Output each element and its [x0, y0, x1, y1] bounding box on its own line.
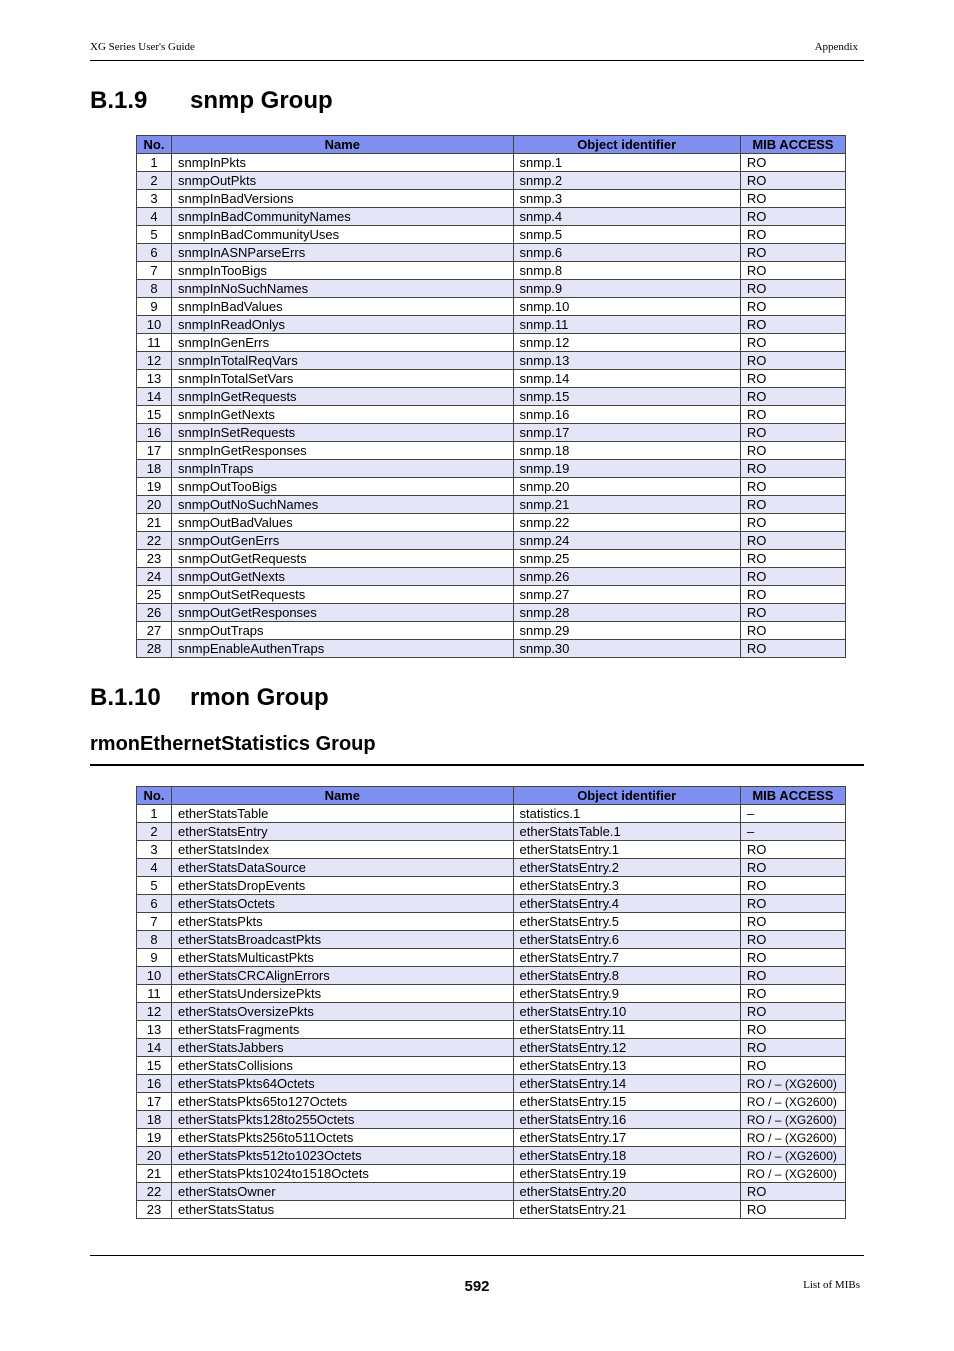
cell-name: etherStatsDataSource	[172, 859, 513, 877]
table-header-row	[137, 787, 846, 805]
cell-no: 9	[137, 298, 172, 316]
cell-name: snmpInGenErrs	[172, 334, 513, 352]
cell-name: etherStatsUndersizePkts	[172, 985, 513, 1003]
cell-object-identifier: snmp.22	[513, 514, 740, 532]
table-row	[137, 532, 846, 550]
cell-object-identifier: snmp.12	[513, 334, 740, 352]
cell-object-identifier: etherStatsEntry.13	[513, 1057, 740, 1075]
cell-object-identifier: etherStatsEntry.2	[513, 859, 740, 877]
cell-object-identifier: snmp.6	[513, 244, 740, 262]
cell-name: etherStatsCRCAlignErrors	[172, 967, 513, 985]
table-row	[137, 334, 846, 352]
cell-object-identifier: etherStatsEntry.18	[513, 1147, 740, 1165]
cell-mib-access: RO / – (XG2600)	[740, 1093, 845, 1111]
cell-mib-access: RO	[740, 1183, 845, 1201]
cell-mib-access: RO / – (XG2600)	[740, 1147, 845, 1165]
cell-object-identifier: snmp.20	[513, 478, 740, 496]
header-section-label: Appendix	[814, 41, 858, 53]
cell-mib-access: RO / – (XG2600)	[740, 1075, 845, 1093]
cell-name: snmpInTotalReqVars	[172, 352, 513, 370]
cell-no: 26	[137, 604, 172, 622]
table-row	[137, 823, 846, 841]
cell-name: snmpInGetResponses	[172, 442, 513, 460]
cell-name: snmpOutSetRequests	[172, 586, 513, 604]
table-row	[137, 1093, 846, 1111]
cell-mib-access: RO	[740, 895, 845, 913]
cell-object-identifier: statistics.1	[513, 805, 740, 823]
cell-object-identifier: snmp.13	[513, 352, 740, 370]
cell-name: snmpOutNoSuchNames	[172, 496, 513, 514]
cell-mib-access: RO	[740, 931, 845, 949]
subsection-rule	[90, 764, 864, 766]
cell-no: 11	[137, 334, 172, 352]
cell-mib-access: RO / – (XG2600)	[740, 1111, 845, 1129]
cell-object-identifier: snmp.17	[513, 424, 740, 442]
cell-object-identifier: snmp.27	[513, 586, 740, 604]
cell-mib-access: RO	[740, 1201, 845, 1219]
cell-no: 23	[137, 1201, 172, 1219]
cell-name: etherStatsPkts	[172, 913, 513, 931]
cell-object-identifier: etherStatsEntry.3	[513, 877, 740, 895]
cell-name: etherStatsEntry	[172, 823, 513, 841]
cell-object-identifier: snmp.2	[513, 172, 740, 190]
cell-mib-access: RO	[740, 550, 845, 568]
cell-object-identifier: snmp.29	[513, 622, 740, 640]
snmp-group-table	[136, 135, 846, 658]
cell-name: snmpInBadVersions	[172, 190, 513, 208]
table-row	[137, 1111, 846, 1129]
table-row	[137, 244, 846, 262]
column-header-no: No.	[137, 787, 172, 805]
cell-no: 25	[137, 586, 172, 604]
cell-no: 19	[137, 1129, 172, 1147]
cell-object-identifier: etherStatsEntry.21	[513, 1201, 740, 1219]
cell-name: etherStatsCollisions	[172, 1057, 513, 1075]
cell-no: 14	[137, 388, 172, 406]
cell-no: 15	[137, 406, 172, 424]
cell-name: snmpInBadCommunityNames	[172, 208, 513, 226]
cell-object-identifier: etherStatsEntry.14	[513, 1075, 740, 1093]
cell-mib-access: RO	[740, 1003, 845, 1021]
table-row	[137, 190, 846, 208]
cell-mib-access: RO	[740, 859, 845, 877]
table-row	[137, 805, 846, 823]
table-row	[137, 208, 846, 226]
cell-name: etherStatsDropEvents	[172, 877, 513, 895]
cell-mib-access: RO	[740, 172, 845, 190]
cell-no: 16	[137, 424, 172, 442]
cell-name: snmpInReadOnlys	[172, 316, 513, 334]
cell-mib-access: RO	[740, 496, 845, 514]
table-row	[137, 1183, 846, 1201]
cell-no: 7	[137, 262, 172, 280]
cell-no: 24	[137, 568, 172, 586]
cell-no: 3	[137, 190, 172, 208]
cell-no: 22	[137, 1183, 172, 1201]
cell-no: 7	[137, 913, 172, 931]
cell-name: etherStatsPkts128to255Octets	[172, 1111, 513, 1129]
cell-no: 3	[137, 841, 172, 859]
cell-mib-access: RO	[740, 622, 845, 640]
cell-mib-access: RO	[740, 244, 845, 262]
column-header-mib-access: MIB ACCESS	[740, 787, 845, 805]
cell-object-identifier: snmp.9	[513, 280, 740, 298]
cell-no: 2	[137, 172, 172, 190]
cell-mib-access: RO	[740, 913, 845, 931]
table-row	[137, 604, 846, 622]
column-header-name: Name	[172, 136, 513, 154]
cell-object-identifier: etherStatsEntry.16	[513, 1111, 740, 1129]
cell-name: etherStatsPkts64Octets	[172, 1075, 513, 1093]
section-heading-rmon	[90, 684, 329, 712]
table-row	[137, 640, 846, 658]
cell-mib-access: RO	[740, 1039, 845, 1057]
table-row	[137, 514, 846, 532]
cell-name: etherStatsBroadcastPkts	[172, 931, 513, 949]
cell-object-identifier: snmp.26	[513, 568, 740, 586]
table-row	[137, 262, 846, 280]
table-row	[137, 460, 846, 478]
cell-mib-access: RO	[740, 190, 845, 208]
cell-name: etherStatsPkts1024to1518Octets	[172, 1165, 513, 1183]
cell-name: snmpInNoSuchNames	[172, 280, 513, 298]
cell-object-identifier: etherStatsEntry.9	[513, 985, 740, 1003]
cell-mib-access: RO	[740, 316, 845, 334]
cell-name: snmpOutTooBigs	[172, 478, 513, 496]
section-title: snmp Group	[190, 87, 333, 114]
cell-name: snmpEnableAuthenTraps	[172, 640, 513, 658]
cell-name: snmpInBadCommunityUses	[172, 226, 513, 244]
table-row	[137, 298, 846, 316]
cell-no: 21	[137, 1165, 172, 1183]
cell-mib-access: RO	[740, 262, 845, 280]
cell-name: snmpOutBadValues	[172, 514, 513, 532]
table-row	[137, 316, 846, 334]
cell-name: etherStatsStatus	[172, 1201, 513, 1219]
cell-name: etherStatsOctets	[172, 895, 513, 913]
cell-object-identifier: snmp.28	[513, 604, 740, 622]
table-row	[137, 895, 846, 913]
column-header-object-identifier: Object identifier	[513, 136, 740, 154]
cell-no: 19	[137, 478, 172, 496]
table-row	[137, 424, 846, 442]
table-row	[137, 913, 846, 931]
table-row	[137, 859, 846, 877]
cell-no: 14	[137, 1039, 172, 1057]
cell-name: etherStatsPkts512to1023Octets	[172, 1147, 513, 1165]
cell-no: 11	[137, 985, 172, 1003]
cell-object-identifier: snmp.30	[513, 640, 740, 658]
section-number: B.1.9	[90, 87, 148, 114]
cell-mib-access: RO	[740, 532, 845, 550]
cell-mib-access: RO	[740, 208, 845, 226]
header-guide-title: XG Series User's Guide	[90, 41, 195, 53]
cell-no: 23	[137, 550, 172, 568]
cell-no: 12	[137, 352, 172, 370]
footer-section-label: List of MIBs	[803, 1279, 860, 1291]
cell-mib-access: RO	[740, 370, 845, 388]
cell-no: 18	[137, 1111, 172, 1129]
table-row	[137, 1021, 846, 1039]
cell-no: 15	[137, 1057, 172, 1075]
table-row	[137, 388, 846, 406]
cell-object-identifier: etherStatsEntry.19	[513, 1165, 740, 1183]
cell-no: 20	[137, 496, 172, 514]
cell-mib-access: RO	[740, 424, 845, 442]
cell-name: etherStatsOversizePkts	[172, 1003, 513, 1021]
cell-no: 8	[137, 280, 172, 298]
column-header-mib-access: MIB ACCESS	[740, 136, 845, 154]
cell-object-identifier: etherStatsEntry.1	[513, 841, 740, 859]
cell-name: snmpInTotalSetVars	[172, 370, 513, 388]
cell-no: 4	[137, 859, 172, 877]
table-row	[137, 1147, 846, 1165]
table-row	[137, 622, 846, 640]
table-row	[137, 568, 846, 586]
cell-object-identifier: snmp.19	[513, 460, 740, 478]
cell-no: 18	[137, 460, 172, 478]
cell-no: 6	[137, 895, 172, 913]
cell-object-identifier: snmp.18	[513, 442, 740, 460]
table-row	[137, 172, 846, 190]
cell-mib-access: RO	[740, 334, 845, 352]
cell-object-identifier: etherStatsEntry.7	[513, 949, 740, 967]
cell-object-identifier: snmp.16	[513, 406, 740, 424]
cell-mib-access: RO / – (XG2600)	[740, 1165, 845, 1183]
cell-name: snmpInTooBigs	[172, 262, 513, 280]
cell-name: snmpOutGetNexts	[172, 568, 513, 586]
cell-name: etherStatsJabbers	[172, 1039, 513, 1057]
cell-mib-access: RO	[740, 568, 845, 586]
cell-name: snmpInTraps	[172, 460, 513, 478]
cell-mib-access: –	[740, 805, 845, 823]
cell-object-identifier: etherStatsTable.1	[513, 823, 740, 841]
cell-name: snmpInASNParseErrs	[172, 244, 513, 262]
table-row	[137, 877, 846, 895]
table-row	[137, 586, 846, 604]
table-row	[137, 370, 846, 388]
cell-mib-access: –	[740, 823, 845, 841]
table-row	[137, 550, 846, 568]
table-row	[137, 442, 846, 460]
cell-object-identifier: snmp.5	[513, 226, 740, 244]
cell-object-identifier: etherStatsEntry.12	[513, 1039, 740, 1057]
cell-no: 1	[137, 805, 172, 823]
section-number: B.1.10	[90, 684, 161, 711]
cell-name: snmpInBadValues	[172, 298, 513, 316]
cell-object-identifier: etherStatsEntry.15	[513, 1093, 740, 1111]
table-row	[137, 949, 846, 967]
table-row	[137, 280, 846, 298]
cell-object-identifier: snmp.21	[513, 496, 740, 514]
cell-mib-access: RO	[740, 460, 845, 478]
cell-object-identifier: snmp.24	[513, 532, 740, 550]
cell-no: 1	[137, 154, 172, 172]
cell-no: 28	[137, 640, 172, 658]
table-row	[137, 1201, 846, 1219]
cell-no: 2	[137, 823, 172, 841]
cell-no: 5	[137, 226, 172, 244]
cell-no: 12	[137, 1003, 172, 1021]
cell-mib-access: RO	[740, 640, 845, 658]
cell-no: 17	[137, 1093, 172, 1111]
cell-object-identifier: etherStatsEntry.5	[513, 913, 740, 931]
cell-mib-access: RO	[740, 877, 845, 895]
cell-mib-access: RO	[740, 388, 845, 406]
table-row	[137, 1057, 846, 1075]
table-row	[137, 496, 846, 514]
cell-name: snmpOutPkts	[172, 172, 513, 190]
cell-name: etherStatsFragments	[172, 1021, 513, 1039]
cell-mib-access: RO	[740, 280, 845, 298]
table-row	[137, 478, 846, 496]
cell-mib-access: RO	[740, 154, 845, 172]
table-row	[137, 967, 846, 985]
cell-name: snmpInGetRequests	[172, 388, 513, 406]
cell-no: 13	[137, 1021, 172, 1039]
cell-mib-access: RO	[740, 478, 845, 496]
table-row	[137, 931, 846, 949]
cell-object-identifier: snmp.25	[513, 550, 740, 568]
cell-name: snmpInSetRequests	[172, 424, 513, 442]
cell-mib-access: RO	[740, 586, 845, 604]
cell-mib-access: RO	[740, 949, 845, 967]
rmon-ethernet-statistics-table	[136, 786, 846, 1219]
cell-name: snmpInGetNexts	[172, 406, 513, 424]
cell-object-identifier: snmp.4	[513, 208, 740, 226]
cell-object-identifier: etherStatsEntry.4	[513, 895, 740, 913]
subsection-heading: rmonEthernetStatistics Group	[90, 733, 376, 755]
cell-no: 5	[137, 877, 172, 895]
header-rule	[90, 60, 864, 61]
cell-name: snmpOutGetRequests	[172, 550, 513, 568]
cell-object-identifier: etherStatsEntry.10	[513, 1003, 740, 1021]
cell-name: etherStatsIndex	[172, 841, 513, 859]
cell-mib-access: RO	[740, 985, 845, 1003]
cell-name: etherStatsOwner	[172, 1183, 513, 1201]
cell-mib-access: RO	[740, 604, 845, 622]
cell-mib-access: RO	[740, 1057, 845, 1075]
cell-no: 8	[137, 931, 172, 949]
cell-object-identifier: snmp.11	[513, 316, 740, 334]
cell-object-identifier: snmp.14	[513, 370, 740, 388]
cell-no: 21	[137, 514, 172, 532]
cell-no: 10	[137, 967, 172, 985]
table-row	[137, 1003, 846, 1021]
cell-mib-access: RO	[740, 352, 845, 370]
cell-name: etherStatsMulticastPkts	[172, 949, 513, 967]
cell-object-identifier: etherStatsEntry.6	[513, 931, 740, 949]
cell-name: snmpOutGetResponses	[172, 604, 513, 622]
cell-mib-access: RO	[740, 226, 845, 244]
table-row	[137, 985, 846, 1003]
table-row	[137, 352, 846, 370]
table-row	[137, 1165, 846, 1183]
cell-no: 27	[137, 622, 172, 640]
cell-no: 6	[137, 244, 172, 262]
cell-object-identifier: snmp.15	[513, 388, 740, 406]
page-number: 592	[464, 1278, 490, 1295]
cell-no: 10	[137, 316, 172, 334]
cell-no: 16	[137, 1075, 172, 1093]
cell-object-identifier: etherStatsEntry.11	[513, 1021, 740, 1039]
table-row	[137, 154, 846, 172]
cell-name: etherStatsPkts65to127Octets	[172, 1093, 513, 1111]
cell-name: snmpOutGenErrs	[172, 532, 513, 550]
cell-mib-access: RO	[740, 967, 845, 985]
cell-name: snmpOutTraps	[172, 622, 513, 640]
cell-name: etherStatsTable	[172, 805, 513, 823]
column-header-name: Name	[172, 787, 513, 805]
section-title: rmon Group	[190, 684, 329, 711]
cell-mib-access: RO	[740, 1021, 845, 1039]
table-row	[137, 406, 846, 424]
table-header-row	[137, 136, 846, 154]
cell-no: 22	[137, 532, 172, 550]
cell-mib-access: RO	[740, 841, 845, 859]
table-row	[137, 841, 846, 859]
cell-no: 9	[137, 949, 172, 967]
cell-mib-access: RO	[740, 442, 845, 460]
table-row	[137, 1075, 846, 1093]
section-heading-snmp	[90, 87, 333, 115]
cell-name: snmpInPkts	[172, 154, 513, 172]
table-row	[137, 1039, 846, 1057]
table-row	[137, 226, 846, 244]
cell-object-identifier: snmp.1	[513, 154, 740, 172]
cell-no: 13	[137, 370, 172, 388]
cell-object-identifier: etherStatsEntry.17	[513, 1129, 740, 1147]
cell-object-identifier: etherStatsEntry.20	[513, 1183, 740, 1201]
cell-no: 4	[137, 208, 172, 226]
column-header-no: No.	[137, 136, 172, 154]
cell-mib-access: RO	[740, 514, 845, 532]
cell-object-identifier: snmp.8	[513, 262, 740, 280]
column-header-object-identifier: Object identifier	[513, 787, 740, 805]
cell-object-identifier: snmp.10	[513, 298, 740, 316]
cell-no: 17	[137, 442, 172, 460]
cell-object-identifier: snmp.3	[513, 190, 740, 208]
cell-mib-access: RO	[740, 298, 845, 316]
cell-name: etherStatsPkts256to511Octets	[172, 1129, 513, 1147]
cell-object-identifier: etherStatsEntry.8	[513, 967, 740, 985]
cell-no: 20	[137, 1147, 172, 1165]
cell-mib-access: RO / – (XG2600)	[740, 1129, 845, 1147]
cell-mib-access: RO	[740, 406, 845, 424]
table-row	[137, 1129, 846, 1147]
footer-rule	[90, 1255, 864, 1256]
